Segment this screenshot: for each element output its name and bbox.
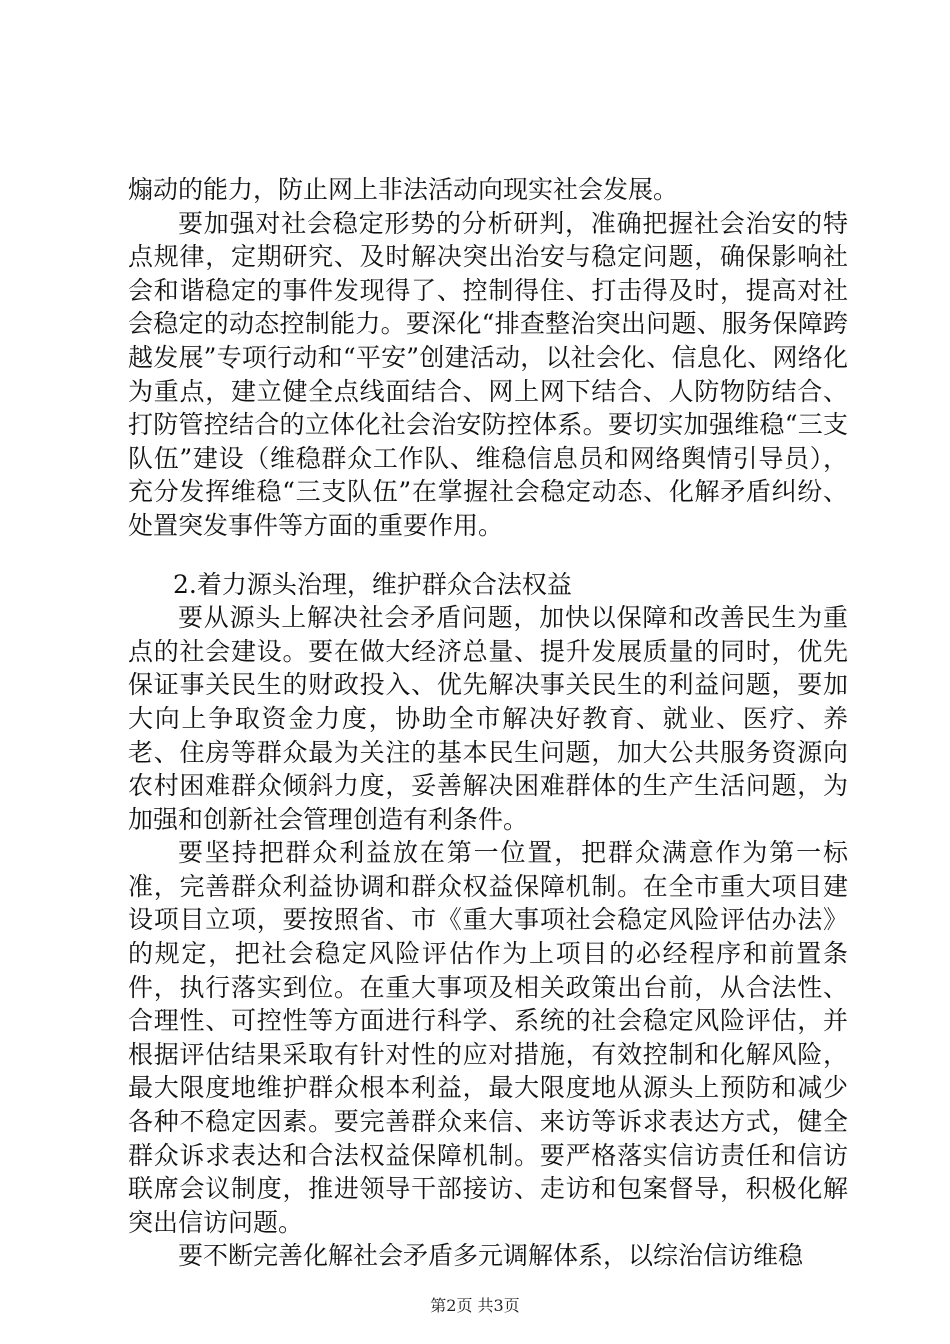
paragraph-continued: 煽动的能力，防止网上非法活动向现实社会发展。 [128,175,679,204]
document-body [128,173,848,1273]
paragraph-source-governance: 要从源头上解决社会矛盾问题，加快以保障和改善民生为重点的社会建设。要在做大经济总量、提升发展质量的同时，优先保证事关民生的财政投入、优先解决事关民生的利益问题，要加大向上争取资金力度，协助全市解决好教育、就业、医疗、养老、住房等群众最为关注的基本民生问题，加大公共服务资源向农村困难群众倾斜力度，妥善解决困难群体的生产生活问题，为加强和创新社会管理创造有利条件。 [128,603,848,834]
paragraph-stability-analysis: 要加强对社会稳定形势的分析研判，准确把握社会治安的特点规律，定期研究、及时解决突出治安与稳定问题，确保影响社会和谐稳定的事件发现得了、控制得住、打击得及时，提高对社会稳定的动态控制能力。要深化“排查整治突出问题、服务保障跨越发展”专项行动和“平安”创建活动，以社会化、信息化、网络化为重点，建立健全点线面结合、网上网下结合、人防物防结合、打防管控结合的立体化社会治安防控体系。要切实加强维稳“三支队伍”建设（维稳群众工作队、维稳信息员和网络舆情引导员），充分发挥维稳“三支队伍”在掌握社会稳定动态、化解矛盾纠纷、处置突发事件等方面的重要作用。 [128,208,848,540]
paragraph-mediation-system: 要不断完善化解社会矛盾多元调解体系，以综治信访维稳 [178,1241,804,1271]
page-number-footer: 第2页 共3页 [430,1296,520,1315]
paragraph-mass-interests: 要坚持把群众利益放在第一位置，把群众满意作为第一标准，完善群众利益协调和群众权益保障机制。在全市重大项目建设项目立项，要按照省、市《重大事项社会稳定风险评估办法》的规定，把社会稳定风险评估作为上项目的必经程序和前置条件，执行落实到位。在重大事项及相关政策出台前，从合法性、合理性、可控性等方面进行科学、系统的社会稳定风险评估，并根据评估结果采取有针对性的应对措施，有效控制和化解风险，最大限度地维护群众根本利益，最大限度地从源头上预防和减少各种不稳定因素。要完善群众来信、来访等诉求表达方式，健全群众诉求表达和合法权益保障机制。要严格落实信访责任和信访联席会议制度，推进领导干部接访、走访和包案督导，积极化解突出信访问题。 [128,838,848,1237]
section-heading: 2.着力源头治理，维护群众合法权益 [173,569,572,599]
